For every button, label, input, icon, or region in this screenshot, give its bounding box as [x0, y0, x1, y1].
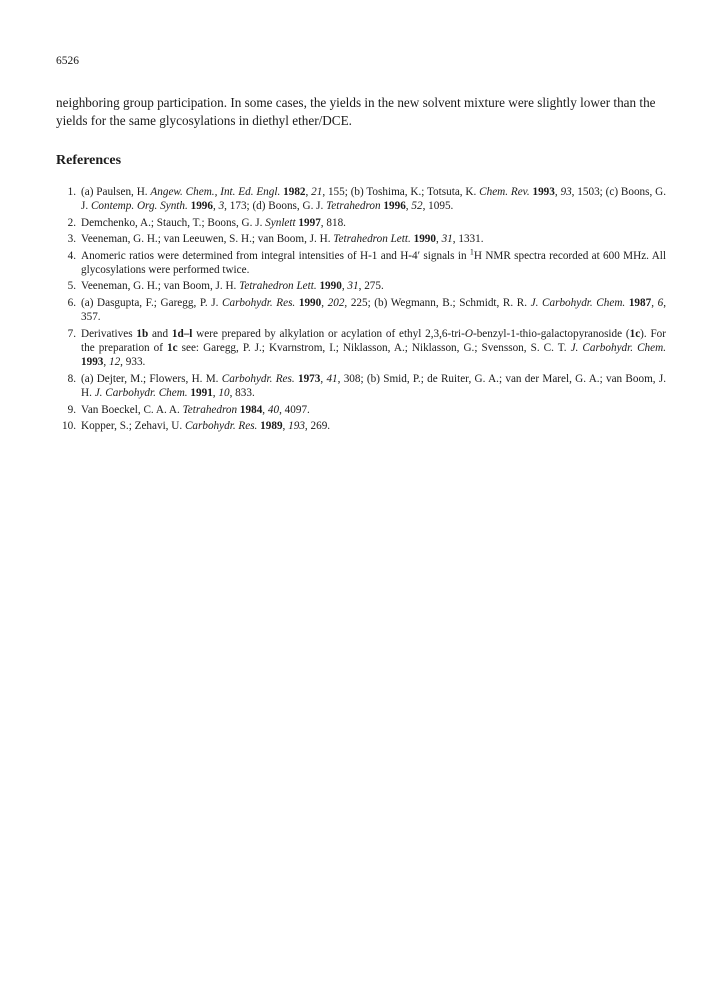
- reference-text: 1987: [628, 296, 652, 309]
- reference-number: 10.: [62, 420, 76, 433]
- reference-text: , 155; (b) Toshima, K.; Totsuta, K.: [322, 186, 480, 198]
- reference-text: , 275.: [358, 280, 384, 293]
- reference-text: , 818.: [320, 216, 346, 229]
- reference-text: Van Boeckel, C. A. A.: [81, 403, 183, 416]
- reference-text: Contemp. Org. Synth.: [90, 200, 188, 213]
- reference-text: Kopper, S.; Zehavi, U.: [81, 420, 185, 433]
- reference-text: 21: [311, 186, 323, 198]
- reference-text: 31: [441, 233, 453, 246]
- reference-text: Angew. Chem., Int. Ed. Engl.: [150, 186, 281, 198]
- reference-text: , 357.: [81, 296, 666, 324]
- reference-item: [56, 279, 666, 293]
- reference-number: 1.: [67, 186, 76, 198]
- reference-text: 1982: [283, 186, 306, 198]
- reference-text: 1989: [260, 420, 283, 433]
- reference-text: 10: [218, 387, 230, 400]
- reference-text: Synlett: [265, 216, 296, 229]
- reference-text: 41: [326, 372, 338, 385]
- reference-text: 1991: [190, 387, 213, 400]
- reference-text: ,: [405, 200, 412, 213]
- reference-text: 1973: [297, 372, 321, 385]
- reference-text: 3: [218, 200, 225, 213]
- page-number: 6526: [56, 55, 79, 67]
- reference-text: (a) Paulsen, H.: [81, 186, 151, 198]
- reference-text: ,: [212, 200, 219, 213]
- reference-text: were prepared by alkylation or acylation of ethyl 2,3,6-tri-: [192, 327, 465, 340]
- reference-number: 4.: [67, 249, 76, 262]
- reference-text: , 225; (b) Wegmann, B.; Schmidt, R. R.: [344, 296, 531, 309]
- reference-text: , 933.: [120, 356, 146, 369]
- reference-text: Veeneman, G. H.; van Boom, J. H.: [81, 280, 240, 293]
- reference-text: 1c: [629, 327, 641, 340]
- reference-text: 1996: [190, 200, 213, 213]
- reference-text: , 4097.: [279, 403, 310, 416]
- reference-number: 8.: [67, 372, 76, 385]
- reference-text: 1990: [319, 280, 342, 293]
- reference-text: , 269.: [304, 420, 331, 433]
- intro-paragraph: neighboring group participation. In some cases, the yields in the new solvent mixture were slightly lower than the yields for the same glycosylations in diethyl ether/DCE.: [56, 95, 656, 128]
- reference-text: , 173; (d) Boons, G. J.: [224, 200, 327, 213]
- reference-text: , 308; (b) Smid, P.; de Ruiter, G. A.; van der Marel, G. A.; van Boom, J. H.: [81, 372, 667, 400]
- reference-text: ,: [554, 186, 561, 198]
- reference-text: 1990: [298, 296, 322, 309]
- reference-text: ,: [651, 296, 658, 309]
- reference-text: J. Carbohydr. Chem.: [530, 296, 626, 309]
- reference-number: 5.: [67, 280, 76, 293]
- reference-text: O: [464, 327, 473, 340]
- reference-item: [56, 296, 666, 325]
- reference-number: 3.: [67, 233, 76, 246]
- reference-text: 1: [469, 246, 474, 256]
- reference-text: Tetrahedron Lett.: [333, 233, 411, 246]
- reference-item: [56, 185, 666, 214]
- reference-text: -benzyl-1-thio-galactopyranoside (: [472, 327, 630, 340]
- reference-item: [56, 232, 666, 246]
- reference-item: [56, 216, 666, 230]
- reference-text: (a) Dasgupta, F.; Garegg, P. J.: [81, 296, 223, 309]
- reference-text: 6: [657, 296, 664, 309]
- reference-text: Chem. Rev.: [479, 186, 530, 198]
- reference-text: 1997: [298, 216, 321, 229]
- reference-text: (a) Dejter, M.; Flowers, H. M.: [81, 372, 222, 385]
- reference-text: ,: [321, 296, 328, 309]
- reference-text: ,: [262, 403, 268, 416]
- reference-text: 202: [327, 296, 345, 309]
- reference-text: ,: [103, 356, 109, 369]
- reference-text: Anomeric ratios were determined from integral intensities of H-1 and H-4′ signals in: [81, 249, 470, 262]
- reference-text: ,: [212, 387, 219, 400]
- reference-text: ,: [305, 186, 312, 198]
- reference-item: [56, 403, 666, 417]
- reference-text: , 1503; (c) Boons, G. J.: [81, 186, 667, 213]
- reference-item: [56, 419, 666, 433]
- reference-text: 1993: [532, 186, 555, 198]
- reference-text: J. Carbohydr. Chem.: [94, 387, 188, 400]
- reference-number: 9.: [67, 403, 76, 416]
- reference-text: , 1331.: [452, 233, 484, 246]
- reference-text: , 1095.: [422, 200, 454, 213]
- reference-number: 2.: [67, 216, 76, 229]
- reference-text: Veeneman, G. H.; van Leeuwen, S. H.; van Boom, J. H.: [81, 233, 334, 246]
- reference-text: Carbohydr. Res.: [184, 420, 258, 433]
- reference-number: 7.: [67, 327, 76, 340]
- reference-text: 1996: [383, 200, 406, 213]
- reference-text: 1990: [413, 233, 436, 246]
- reference-text: , 833.: [229, 387, 255, 400]
- reference-text: ,: [341, 280, 348, 293]
- reference-list: [56, 185, 666, 436]
- reference-text: 1d–l: [171, 327, 193, 340]
- reference-text: ,: [282, 420, 289, 433]
- reference-text: Tetrahedron: [326, 200, 381, 213]
- reference-item: [56, 327, 666, 370]
- reference-item: [56, 372, 666, 401]
- reference-text: Demchenko, A.; Stauch, T.; Boons, G. J.: [81, 216, 266, 229]
- reference-text: Tetrahedron Lett.: [239, 280, 317, 293]
- reference-text: 12: [108, 356, 121, 369]
- reference-text: Tetrahedron: [182, 403, 238, 416]
- reference-text: 1b: [136, 327, 149, 340]
- reference-text: 193: [288, 420, 305, 433]
- reference-text: 31: [347, 280, 359, 293]
- reference-text: Carbohydr. Res.: [222, 296, 296, 309]
- reference-item: [56, 246, 666, 278]
- reference-text: and: [148, 327, 172, 340]
- reference-text: 40: [267, 403, 280, 416]
- reference-text: Derivatives: [81, 327, 137, 340]
- reference-text: ). For the preparation of: [81, 327, 666, 355]
- reference-number: 6.: [67, 296, 76, 309]
- reference-text: 52: [411, 200, 423, 213]
- references-heading: References: [56, 153, 122, 168]
- reference-text: see: Garegg, P. J.; Kvarnstrom, I.; Niklasson, A.; Niklasson, G.; Svensson, S. C. T.: [177, 342, 571, 355]
- reference-text: ,: [435, 233, 442, 246]
- reference-text: H NMR spectra recorded at 600 MHz. All glycosylations were performed twice.: [81, 249, 666, 277]
- reference-text: 1984: [239, 403, 263, 416]
- reference-text: 1c: [167, 342, 178, 355]
- reference-text: 93: [560, 186, 572, 198]
- reference-text: Carbohydr. Res.: [221, 372, 295, 385]
- reference-text: ,: [320, 372, 327, 385]
- reference-text: 1993: [81, 356, 104, 369]
- reference-text: J. Carbohydr. Chem.: [570, 342, 666, 355]
